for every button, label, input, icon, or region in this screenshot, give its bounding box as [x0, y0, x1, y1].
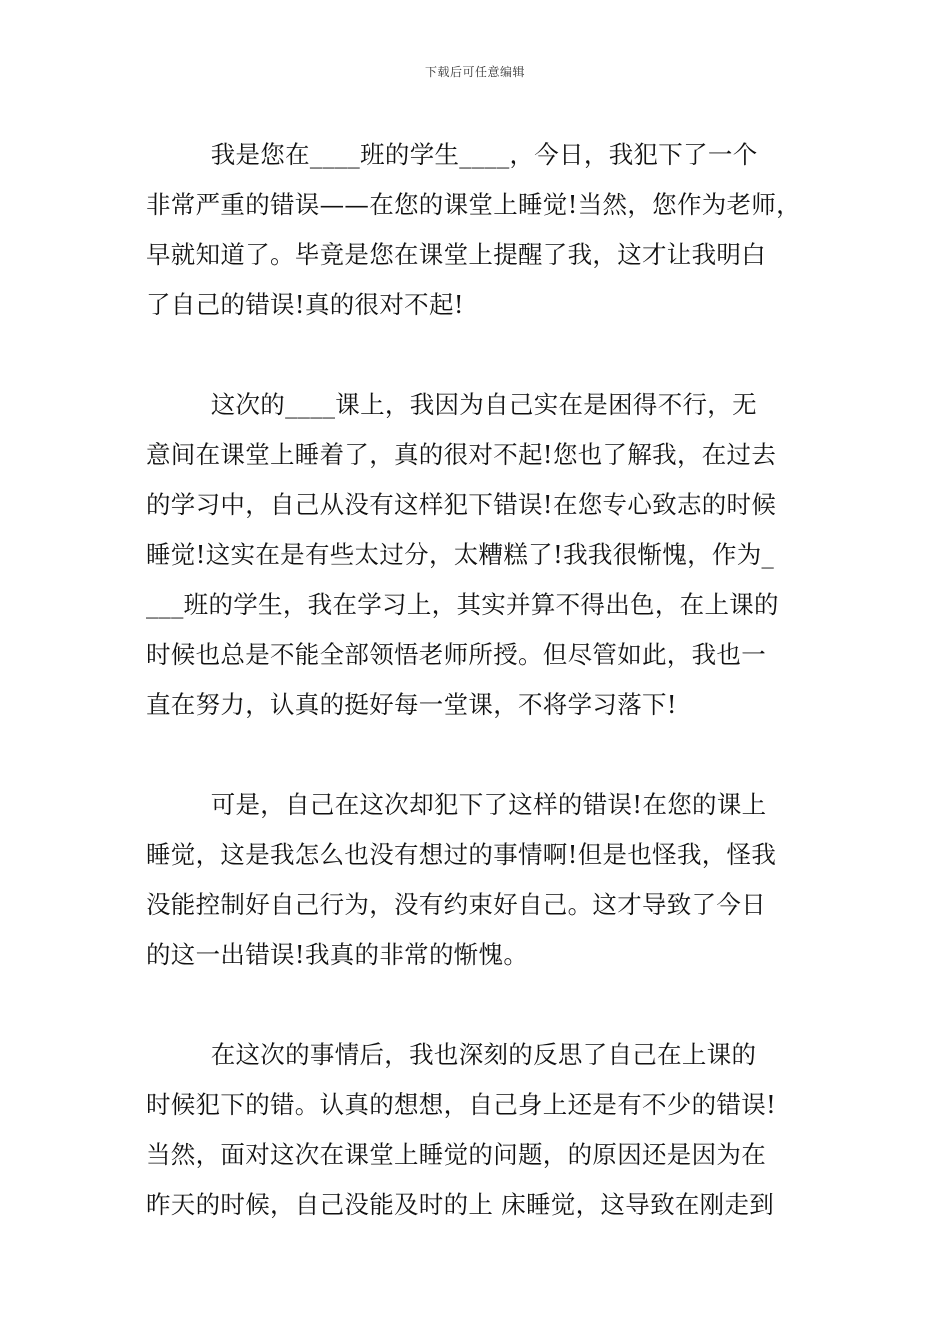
paragraph-line: 意间在课堂上睡着了，真的很对不起!您也了解我，在过去 [146, 440, 777, 469]
paragraph-line: ___班的学生，我在学习上，其实并算不得出色，在上课的 [146, 590, 779, 619]
paragraph-line: 当然，面对这次在课堂上睡觉的问题，的原因还是因为在 [146, 1140, 766, 1169]
page-header: 下载后可任意编辑 [424, 65, 525, 79]
paragraph-line: 可是，自己在这次却犯下了这样的错误!在您的课上 [146, 790, 767, 819]
paragraph-line: 睡觉，这是我怎么也没有想过的事情啊!但是也怪我，怪我 [146, 840, 777, 869]
document-body [146, 130, 814, 1280]
paragraph-line: 没能控制好自己行为，没有约束好自己。这才导致了今日 [146, 890, 766, 919]
paragraph-line: 在这次的事情后，我也深刻的反思了自己在上课的 [146, 1040, 757, 1069]
paragraph-2 [146, 380, 814, 730]
paragraph-line: 非常严重的错误——在您的课堂上睡觉!当然，您作为老师， [146, 190, 801, 219]
paragraph-line: 直在努力，认真的挺好每一堂课，不将学习落下! [146, 690, 677, 719]
paragraph-line: 时候也总是不能全部领悟老师所授。但尽管如此，我也一 [146, 640, 766, 669]
paragraph-line: 我是您在____班的学生____，今日，我犯下了一个 [146, 140, 758, 169]
paragraph-line: 昨天的时候，自己没能及时的上 床睡觉，这导致在刚走到 [146, 1190, 775, 1219]
paragraph-line: 早就知道了。毕竟是您在课堂上提醒了我，这才让我明白 [146, 240, 766, 269]
paragraph-1 [146, 130, 814, 330]
paragraph-line: 睡觉!这实在是有些太过分，太糟糕了!我我很惭愧，作为_ [146, 540, 775, 569]
paragraph-3 [146, 780, 814, 980]
paragraph-line: 这次的____课上，我因为自己实在是困得不行，无 [146, 390, 757, 419]
paragraph-line: 的这一出错误!我真的非常的惭愧。 [146, 940, 529, 969]
paragraph-line: 的学习中，自己从没有这样犯下错误!在您专心致志的时候 [146, 490, 777, 519]
paragraph-line: 时候犯下的错。认真的想想，自己身上还是有不少的错误! [146, 1090, 777, 1119]
paragraph-4 [146, 1030, 814, 1230]
paragraph-line: 了自己的错误!真的很对不起! [146, 290, 464, 319]
